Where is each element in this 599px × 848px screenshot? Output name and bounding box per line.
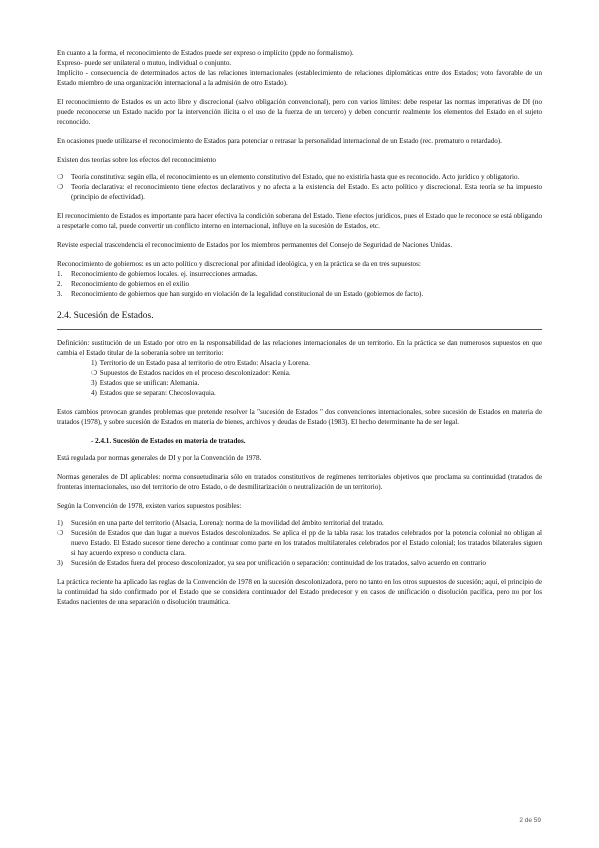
paragraph-regulada: Está regulada por normas generales de DI y por la Convención de 1978. (57, 454, 262, 462)
list-item: 2. Reconocimiento de gobiernos en el exilio (57, 280, 189, 288)
paragraph-ocasiones: En ocasiones puede utilizarse el reconocimiento de Estados para potenciar o retrasar la personalidad internacional de un Estado (rec. prematuro o retardado). (57, 137, 502, 145)
paragraph-normas: Normas generales de DI aplicables: norma consuetudinaria sólo en tratados constitutivos de regímenes territoriales objetivos que proclama su continuidad (tratados de fronteras internacionales, uso del territorio de otro Estado, o de desmilitarización o neutralización de un territorio). (57, 473, 542, 491)
list-item: 3) Sucesión de Estados fuera del proceso descolonizador, ya sea por unificación o separación: continuidad de los tratados, salvo acuerdo en contrario (57, 559, 486, 567)
page-content (57, 48, 542, 607)
paragraph-expreso: Expreso- puede ser unilateral o mutuo, individual o conjunto. (57, 59, 232, 67)
supuestos-list (91, 358, 542, 398)
paragraph-importante: El reconocimiento de Estados es importante para hacer efectiva la condición soberana del Estado. Tiene efectos jurídicos, pues el Estado que le reconoce se está obligando a respetarle como tal, puede convertir un conflicto interno en internacional, influye en la sucesión de Estados, etc. (57, 212, 542, 230)
teorias-list (57, 172, 542, 202)
convencion-list (57, 518, 542, 568)
page-number: 2 de 59 (519, 817, 541, 824)
paragraph-convencion-intro: Según la Convención de 1978, existen varios supuestos posibles: (57, 502, 242, 510)
paragraph-practica: La práctica reciente ha aplicado las reglas de la Convención de 1978 en la sucesión descolonizadora, pero no tanto en los otros supuestos de sucesión; aquí, el principio de la continuidad ha sido confirmado por el Estado que se considera continuador del Estado predecesor y en casos de unificación o disolución pacífica, pero no por los Estados nacientes de una separación o disolución traumática. (57, 578, 542, 606)
list-item: 3. Reconocimiento de gobiernos que han surgido en violación de la legalidad constitucional de un Estado (gobiernos de facto). (57, 290, 424, 298)
list-item: 1) Territorio de un Estado pasa al territorio de otro Estado: Alsacia y Lorena. (91, 359, 310, 367)
paragraph-implicito: Implícito - consecuencia de determinados actos de las relaciones internacionales (establecimiento de relaciones diplomáticas entre dos Estados; voto favorable de un Estado miembro de una organización internacional a la admisión de otro Estado). (57, 69, 542, 87)
bullet-marker: ❍ (57, 173, 64, 181)
list-item: ❍ Teoría declarativa: el reconocimiento tiene efectos declarativos y no afecta a la existencia del Estado. Es acto político y discrecional. Esta teoría se ha impuesto (principio de efectividad). (57, 183, 542, 201)
list-item: ❍ Teoría constitutiva: según ella, el reconocimiento es un elemento constitutivo del Estado, que no existiría hasta que es reconocido. Acto jurídico y obligatorio. (57, 173, 520, 181)
list-item: ❍ Supuestos de Estados nacidos en el proceso descolonizador: Kenia. (91, 369, 291, 377)
paragraph-reviste: Reviste especial trascendencia el reconocimiento de Estados por los miembros permanentes del Consejo de Seguridad de Naciones Unidas. (57, 241, 453, 249)
paragraph-forma: En cuanto a la forma, el reconocimiento de Estados puede ser expreso o implícito (ppde no formalismo). (57, 49, 354, 57)
paragraph-teorias-intro: Existen dos teorías sobre los efectos del reconocimiento (57, 156, 216, 164)
paragraph-cambios: Estos cambios provocan grandes problemas que pretende resolver la "sucesión de Estados " dos convenciones internacionales, sobre sucesión de Estados en materia de tratados (1978), y sobre sucesión de Estados en materia de bienes, archivos y deudas de Estado (1983). El hecho determinante ha de ser legal. (57, 408, 542, 426)
list-item: 3) Estados que se unifican: Alemania. (91, 379, 200, 387)
list-item: ❍ Sucesión de Estados que dan lugar a nuevos Estados descolonizados. Se aplica el pp de la tabla rasa: los tratados celebrados por la potencia colonial no obligan al nuevo Estado. El Estado sucesor tiene derecho a continuar como parte en los tratados multilaterales celebrados por el Estado colonial; los tratados bilaterales siguen si hay acuerdo expreso o conducta clara. (57, 529, 542, 557)
section-heading: 2.4. Sucesión de Estados. (57, 311, 154, 321)
paragraph-gobiernos-intro: Reconocimiento de gobiernos: es un acto político y discrecional por afinidad ideológica, y en la práctica se da en tres supuestos: (57, 260, 421, 268)
paragraph-acto-libre: El reconocimiento de Estados es un acto libre y discrecional (salvo obligación convencional), pero con varios límites: debe respetar las normas imperativas de DI (no puede reconocerse un Estado nacido por la intervención ilícita o el uso de la fuerza de un tercero) y deben concurrir realmente los elementos del Estado en el sujeto reconocido. (57, 98, 542, 126)
bullet-marker: ❍ (57, 183, 64, 191)
list-item: 1) Sucesión en una parte del territorio (Alsacia, Lorena): norma de la movilidad del ámbito territorial del tratado. (57, 519, 384, 527)
gobiernos-list (57, 269, 542, 299)
paragraph-definicion: Definición: sustitución de un Estado por otro en la responsabilidad de las relaciones internacionales de un territorio. En la práctica se dan numerosos supuestos en que cambia el Estado titular de la soberanía sobre un territorio: (57, 339, 542, 357)
list-item: 4) Estados que se separan: Checoslovaquia. (91, 389, 216, 397)
subsection-heading: - 2.4.1. Sucesión de Estados en materia de tratados. (91, 437, 246, 445)
section-divider (57, 329, 542, 330)
list-item: 1. Reconocimiento de gobiernos locales. ej. insurrecciones armadas. (57, 270, 258, 278)
